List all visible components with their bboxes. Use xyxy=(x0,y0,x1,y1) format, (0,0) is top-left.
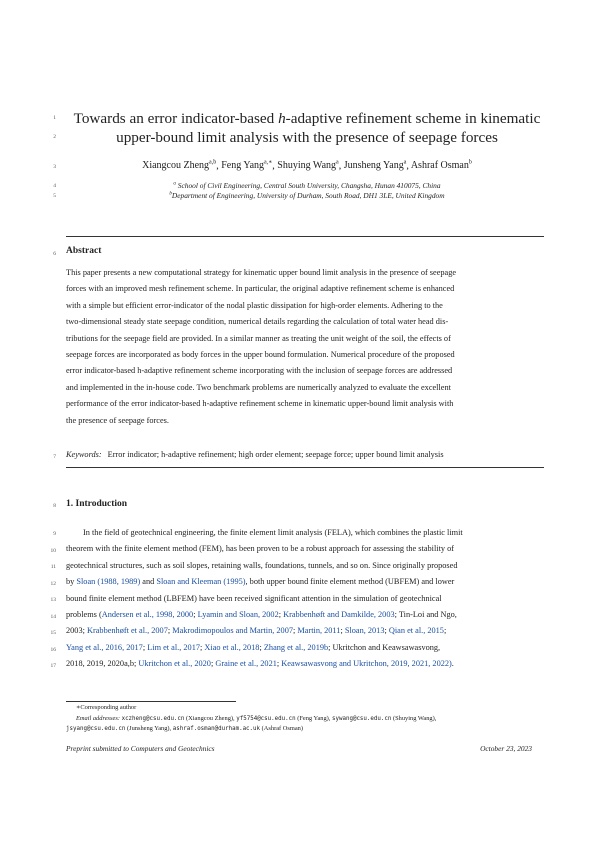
abstract-body xyxy=(66,265,532,429)
email-link[interactable]: xczheng@csu.edu.cn xyxy=(121,715,185,722)
title-line1-post: -adaptive refinement scheme in kinematic xyxy=(285,110,541,127)
intro-line: In the field of geotechnical engineering, the finite element limit analysis (FELA), which combines the plastic limit xyxy=(83,528,463,537)
line-number: 4 xyxy=(53,183,56,189)
citation-link[interactable]: Xiao et al., 2018 xyxy=(204,642,260,652)
citation-link[interactable]: Martin, 2011 xyxy=(297,626,341,636)
line-number: 5 xyxy=(53,193,56,199)
email-owner: (Feng Yang), xyxy=(297,714,331,722)
author-sup: a,b xyxy=(209,160,217,166)
corresponding-note: ∗Corresponding author xyxy=(76,704,137,711)
affiliation-text: School of Civil Engineering, Central South University, Changsha, Hunan 410075, China xyxy=(177,181,441,190)
author-name: Xiangcou Zheng xyxy=(142,160,210,172)
author-sup: b xyxy=(468,160,472,166)
citation-link[interactable]: Lyamin and Sloan, 2002 xyxy=(197,610,279,620)
intro-line: 2003; Krabbenhøft et al., 2007; Makrodimopoulos and Martin, 2007; Martin, 2011; Sloan, 2013; Qian et al., 2015; xyxy=(66,626,447,636)
abstract-line: seepage forces are incorporated as body forces in the upper bound formulation. Numerical procedure of the proposed xyxy=(66,350,455,360)
email-link[interactable]: jsyang@csu.edu.cn xyxy=(66,726,126,732)
section-heading: 1. Introduction xyxy=(66,499,128,509)
email-link[interactable]: ashraf.osman@durham.ac.uk xyxy=(172,726,261,732)
email-link[interactable]: sywang@csu.edu.cn xyxy=(332,715,392,722)
citation-link[interactable]: Qian et al., 2015 xyxy=(388,626,444,636)
intro-line: problems (Andersen et al., 1998, 2000; Lyamin and Sloan, 2002; Krabbenhøft and Damkilde, 2003; Tin-Loi and Ngo, xyxy=(66,610,457,620)
line-number: 1 xyxy=(53,115,56,121)
line-number: 17 xyxy=(50,663,56,669)
citation-link[interactable]: Sloan and Kleeman (1995) xyxy=(156,577,246,587)
intro-line: by Sloan (1988, 1989) and Sloan and Kleeman (1995), both upper bound finite element method (UBFEM) and lower xyxy=(66,577,455,587)
intro-line: theorem with the finite element method (FEM), has been proven to be a robust approach for assessing the stability of xyxy=(66,544,455,554)
citation-link[interactable]: Makrodimopoulos and Martin, 2007 xyxy=(172,626,294,636)
line-number: 15 xyxy=(50,630,56,636)
divider xyxy=(66,236,544,237)
email-owner: (Shuying Wang), xyxy=(392,714,437,722)
title-line2: upper-bound limit analysis with the presence of seepage forces xyxy=(116,129,498,146)
email-owner: (Xiangcou Zheng), xyxy=(186,714,235,722)
abstract-line: tributions for the seepage field are provided. In a similar manner as treating the unit weight of the soil, the effects of xyxy=(66,333,451,343)
affiliation-sup: b xyxy=(169,191,172,197)
author xyxy=(344,160,407,171)
line-number: 11 xyxy=(50,564,56,570)
footer-date: October 23, 2023 xyxy=(480,744,532,753)
author-list: Xiangcou Zheng$^{a,b}$, Feng Yang$^{a,∗}$, Shuying Wang$^a$, Junsheng Yang$^a$, Ashraf Osman$^b$ xyxy=(142,160,472,172)
citation-link[interactable]: Ukritchon et al., 2020 xyxy=(138,659,211,669)
keywords xyxy=(66,450,444,459)
affiliation xyxy=(66,181,548,190)
affiliation-sup: a xyxy=(173,181,176,187)
line-number: 12 xyxy=(50,581,56,587)
footer-journal: Preprint submitted to Computers and Geotechnics xyxy=(66,744,215,753)
abstract-heading: Abstract xyxy=(66,246,102,256)
abstract-line: error indicator-based h-adaptive refinement scheme incorporating with the inclusion of seepage forces are addressed xyxy=(66,366,453,376)
author-name: Feng Yang xyxy=(221,160,265,172)
email-owner: (Ashraf Osman) xyxy=(261,725,303,732)
title-line1-italic: h xyxy=(278,110,286,127)
citation-link[interactable]: Krabbenhøft and Damkilde, 2003 xyxy=(283,610,395,620)
abstract-line: two-dimensional steady state seepage condition, numerical details regarding the calculation of total water head dis- xyxy=(66,317,449,327)
title-line1-pre: Towards an error indicator-based xyxy=(73,110,279,127)
line-number: 14 xyxy=(50,614,56,620)
author xyxy=(221,160,272,171)
intro-line: bound finite element method (LBFEM) have been received significant attention in the simulation of geotechnical xyxy=(66,593,442,603)
author-name: Ashraf Osman xyxy=(410,160,469,172)
line-number: 2 xyxy=(53,134,56,140)
author-sup: a,∗ xyxy=(264,160,273,166)
author xyxy=(142,160,216,171)
paper-title xyxy=(66,109,548,147)
citation-link[interactable]: Keawsawasvong and Ukritchon, 2019, 2021, 2022) xyxy=(281,659,452,669)
abstract-line: and implemented in the in-house code. Two benchmark problems are numerically analyzed to evaluate the excellent xyxy=(66,382,451,392)
citation-link[interactable]: Lim et al., 2017 xyxy=(147,642,200,652)
keywords-text: Error indicator; h-adaptive refinement; high order element; seepage force; upper bound limit analysis xyxy=(107,450,444,459)
author-sup: a xyxy=(403,160,407,166)
keywords-label: Keywords: xyxy=(66,450,102,459)
citation-link[interactable]: Zhang et al., 2019b xyxy=(263,642,329,652)
abstract-line: performance of the error indicator-based h-adaptive refinement scheme in kinematic upper-bound limit analysis with xyxy=(66,399,454,409)
citation-link[interactable]: Andersen et al., 1998, 2000 xyxy=(101,610,194,620)
citation-link[interactable]: Sloan, 2013 xyxy=(344,626,385,636)
intro-line: geotechnical structures, such as soil slopes, retaining walls, foundations, tunnels, and so on. Since originally proposed xyxy=(66,560,458,570)
author-name: Junsheng Yang xyxy=(343,160,404,172)
abstract-line: the presence of seepage forces. xyxy=(66,415,169,425)
affiliation-text: Department of Engineering, University of Durham, South Road, DH1 3LE, United Kingdom xyxy=(171,191,445,200)
email-label: Email addresses: xyxy=(76,714,120,722)
author xyxy=(411,160,472,171)
line-number: 9 xyxy=(53,531,56,537)
abstract-line: with a simple but efficient error-indicator of the nodal plastic dissipation for high-order elements. Adhering to the xyxy=(66,300,443,310)
line-number: 6 xyxy=(53,251,56,257)
citation-link[interactable]: Yang et al., 2016, 2017 xyxy=(66,642,143,652)
affiliation xyxy=(66,191,548,200)
line-number: 16 xyxy=(50,647,56,653)
line-number: 3 xyxy=(53,164,56,170)
line-number: 8 xyxy=(53,503,56,509)
citation-link[interactable]: Sloan (1988, 1989) xyxy=(76,577,141,587)
line-number: 10 xyxy=(50,548,56,554)
author xyxy=(277,160,338,171)
abstract-line: This paper presents a new computational strategy for kinematic upper bound limit analysis in the presence of seepage xyxy=(66,268,457,277)
line-number: 13 xyxy=(50,597,56,603)
line-number: 7 xyxy=(53,454,56,460)
footnote xyxy=(66,703,544,735)
introduction-body xyxy=(66,525,532,673)
citation-link[interactable]: Krabbenhøft et al., 2007 xyxy=(86,626,168,636)
email-owner: (Junsheng Yang), xyxy=(126,725,172,732)
citation-link[interactable]: Graine et al., 2021 xyxy=(215,659,277,669)
divider xyxy=(66,467,544,468)
email-link[interactable]: yf5754@csu.edu.cn xyxy=(236,715,296,722)
footnote-rule xyxy=(66,701,236,702)
author-sup: a xyxy=(336,160,339,166)
intro-line: 2018, 2019, 2020a,b; Ukritchon et al., 2020; Graine et al., 2021; Keawsawasvong and Ukritchon, 2019, 2021, 2022). xyxy=(66,659,454,669)
intro-line: Yang et al., 2016, 2017; Lim et al., 2017; Xiao et al., 2018; Zhang et al., 2019b; Ukritchon and Keawsawasvong, xyxy=(66,642,441,652)
author-name: Shuying Wang xyxy=(277,160,337,172)
abstract-line: forces with an improved mesh refinement scheme. In particular, the original adaptive refinement scheme is enhanced xyxy=(66,284,455,294)
